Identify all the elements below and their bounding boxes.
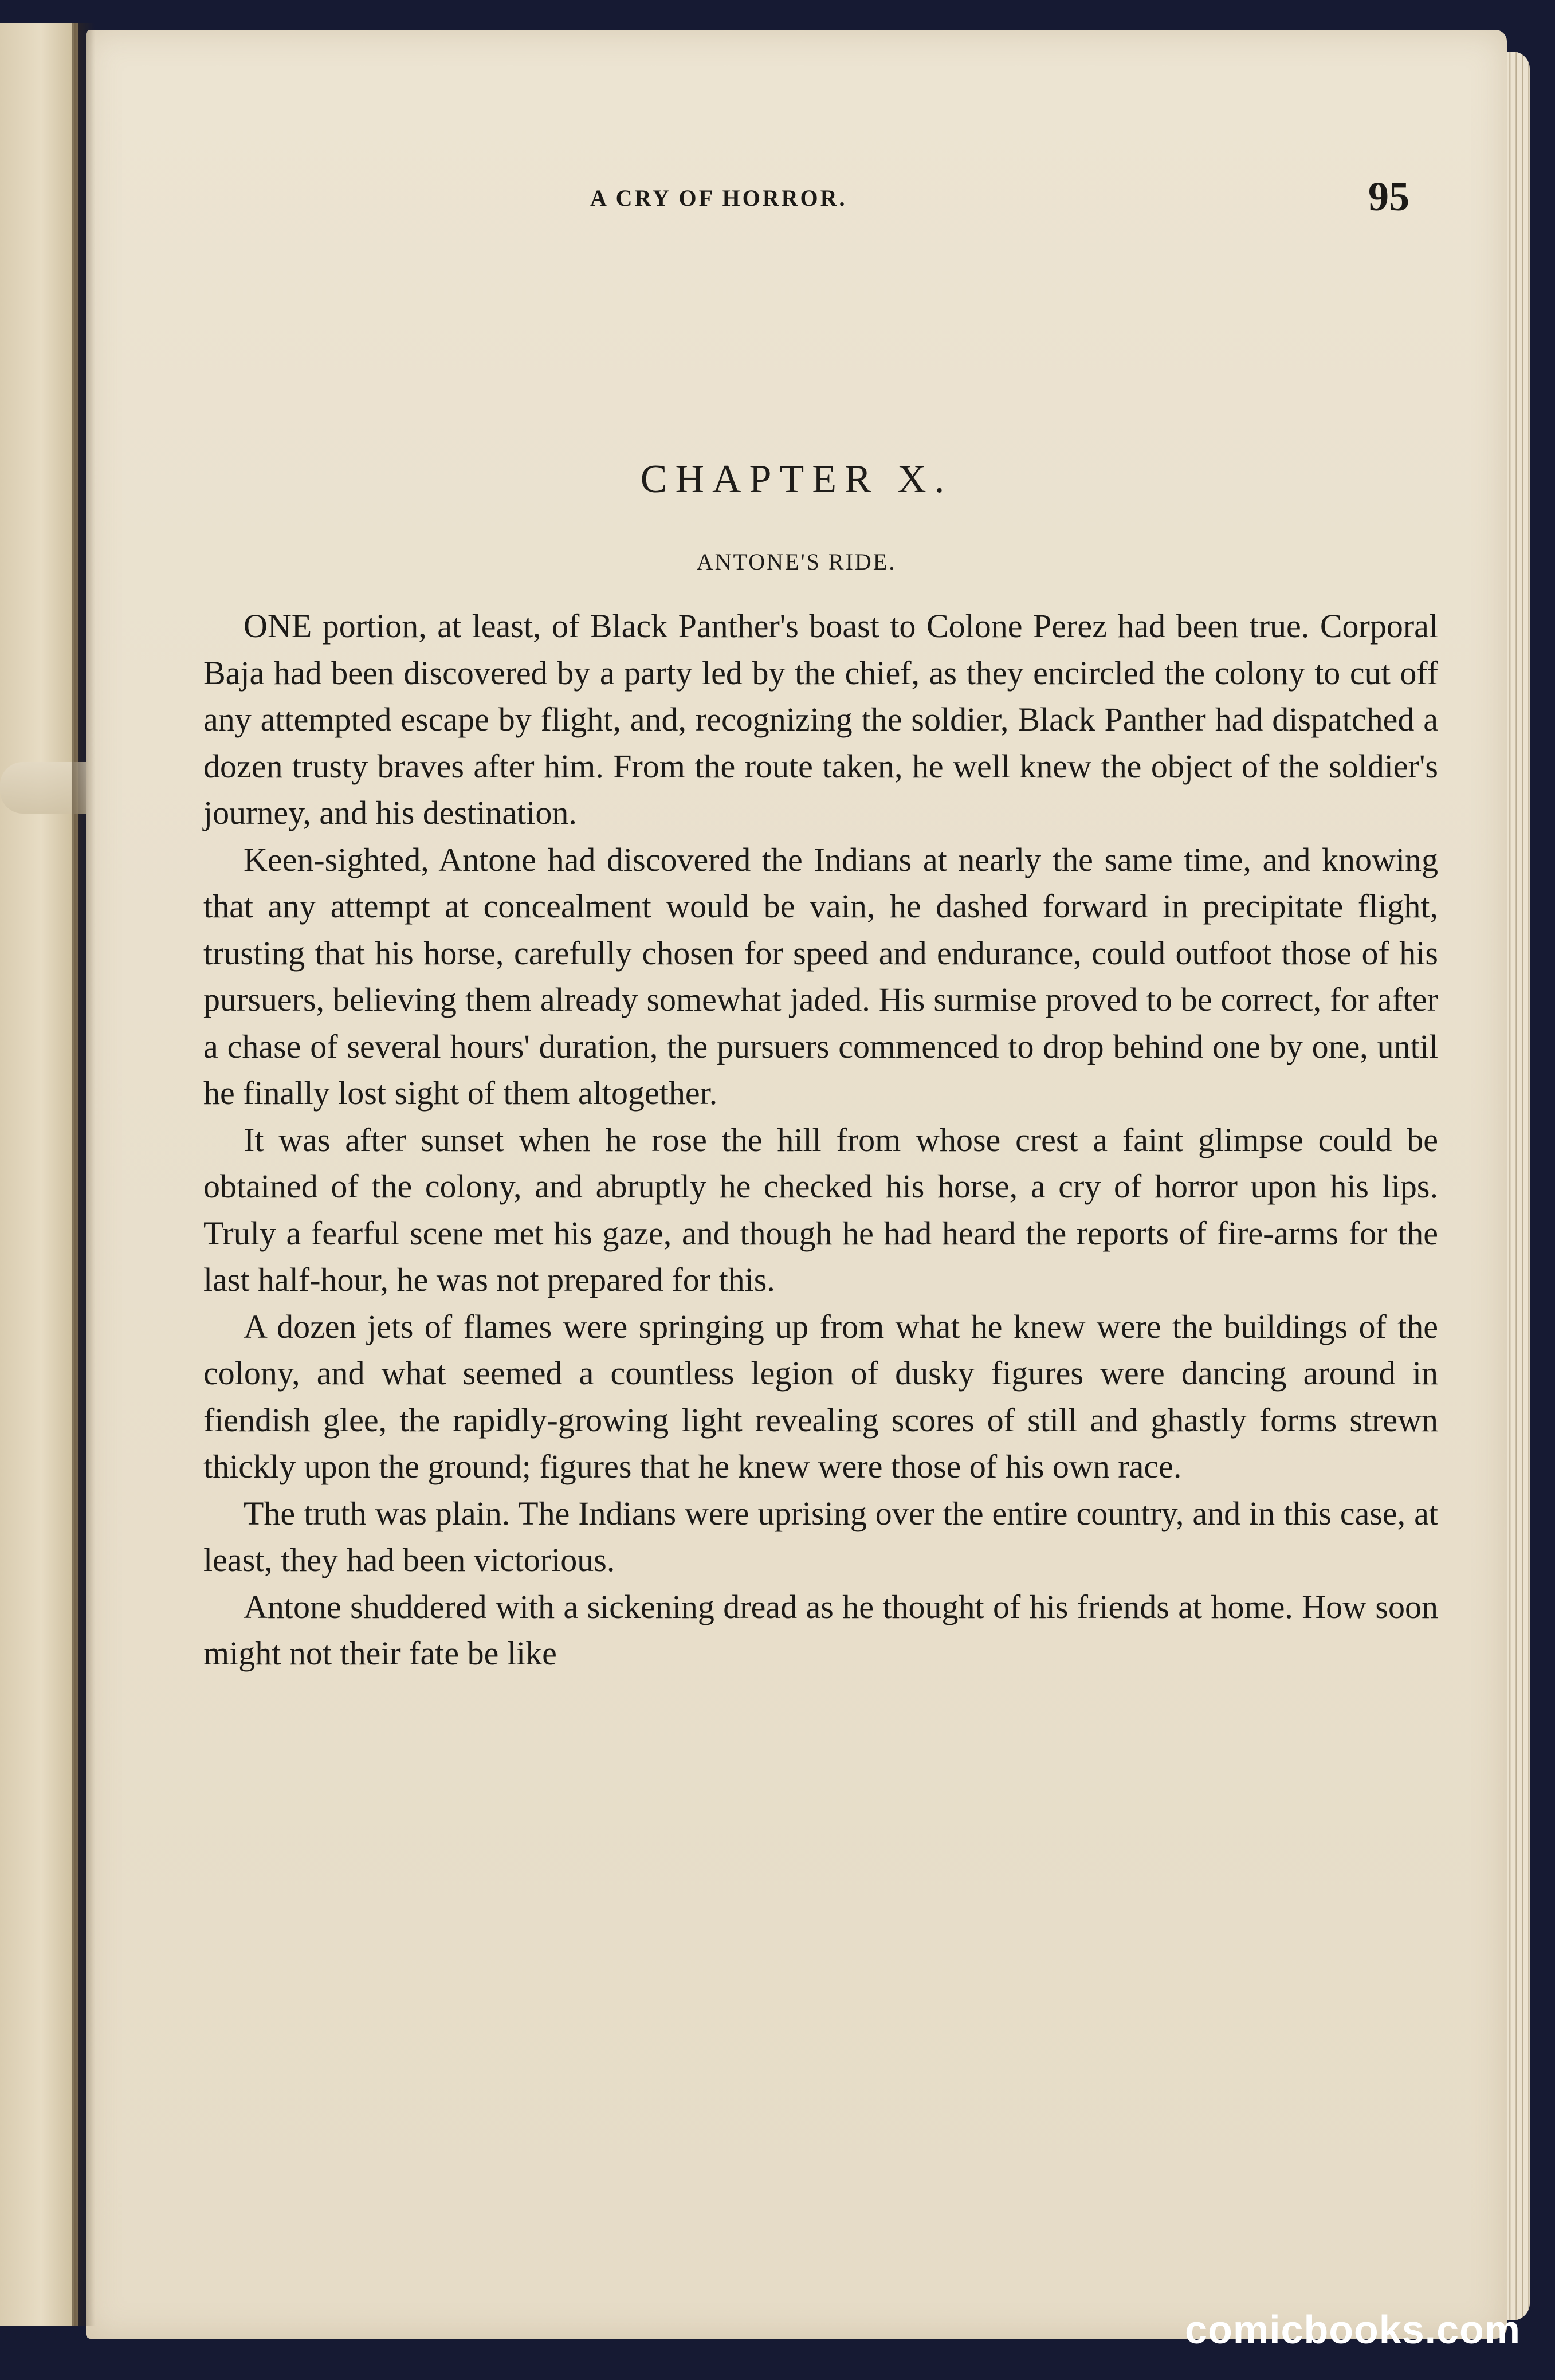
watermark: comicbooks.com [1185,2307,1521,2352]
gutter-shadow [72,23,95,2326]
paragraph-6: Antone shuddered with a sickening dread as he thought of his friends at home. How soon might not their fate be like [203,1588,1438,1672]
paragraph-1: ONE portion, at least, of Black Panther's boast to Colone Perez had been true. Corporal Baja had been discovered by a party led by the chief, as they encircled the colony to cut off any attempted escape by flight, and, recognizing the soldier, Black Panther had dispatched a dozen trusty braves after him. From the route taken, he well knew the object of the soldier's journey, and his destination. [203,607,1438,831]
paragraph-5: The truth was plain. The Indians were uprising over the entire country, and in this case, at least, they had been victorious. [203,1494,1438,1578]
page-number: 95 [1368,174,1409,219]
paragraph-3: It was after sunset when he rose the hill from whose crest a faint glimpse could be obtained of the colony, and abruptly he checked his horse, a cry of horror upon his lips. Truly a fearful scene met his gaze, and though he had heard the reports of fire-arms for the last half-hour, he was not prepared for this. [203,1121,1438,1298]
paragraph-2: Keen-sighted, Antone had discovered the Indians at nearly the same time, and knowing that any attempt at concealment would be vain, he dashed forward in precipitate flight, trusting that his horse, carefully chosen for speed and endurance, could outfoot those of his pursuers, believing them already somewhat jaded. His surmise proved to be correct, for after a chase of several hours' duration, the pursuers commenced to drop behind one by one, until he finally lost sight of them altogether. [203,841,1438,1112]
chapter-title: CHAPTER X. [640,457,953,501]
page-header [86,162,1507,230]
book-page [86,30,1507,2339]
running-title: A CRY OF HORROR. [590,185,847,211]
chapter-subtitle: ANTONE'S RIDE. [696,549,897,575]
body-text [203,603,1438,1677]
previous-page-edge [0,23,78,2326]
paragraph-4: A dozen jets of flames were springing up from what he knew were the buildings of the colony, and what seemed a countless legion of dusky figures were dancing around in fiendish glee, the rapidly-growing light revealing scores of still and ghastly forms strewn thickly upon the ground; figures that he knew were those of his own race. [203,1307,1438,1485]
